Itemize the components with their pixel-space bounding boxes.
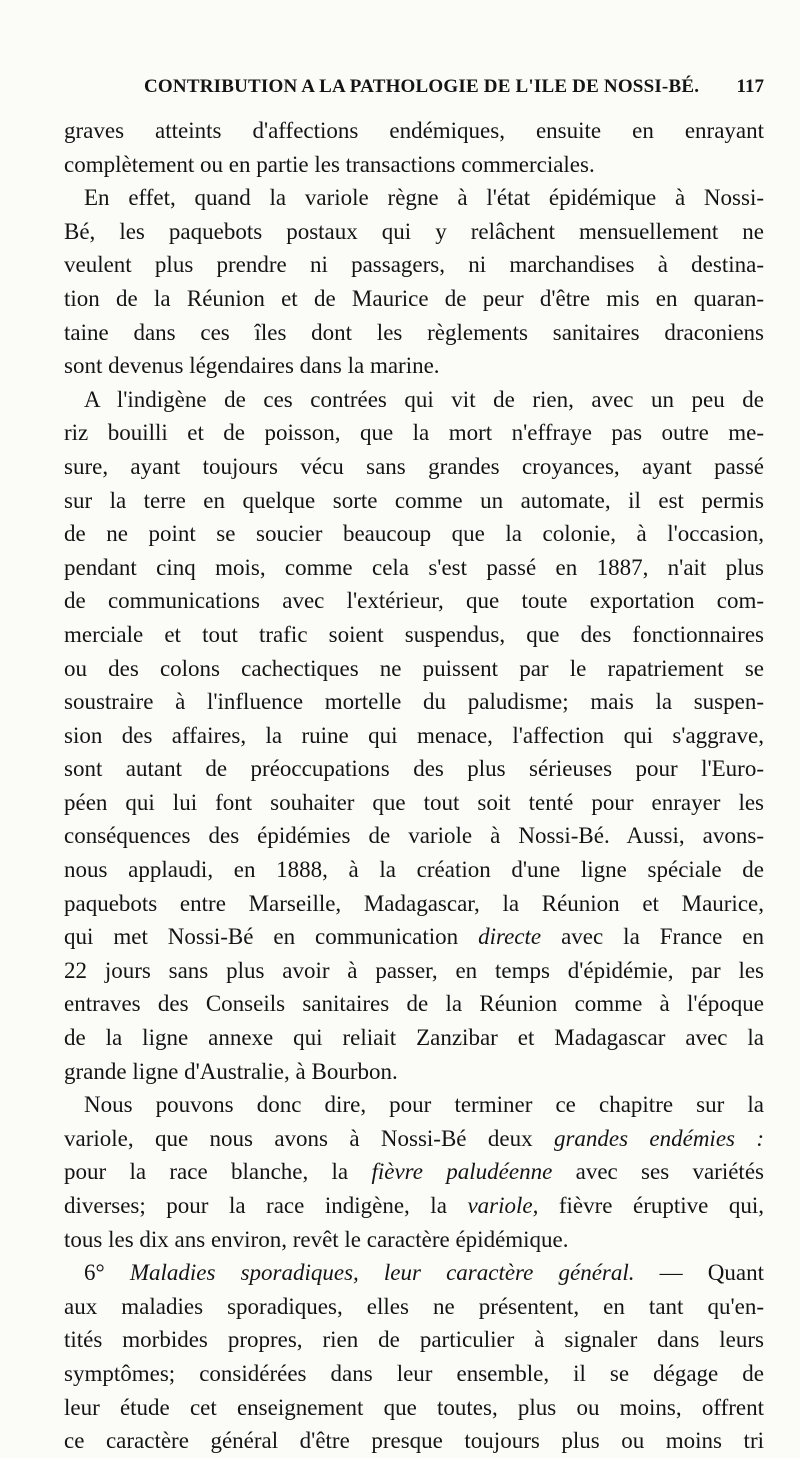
- text-line: complètement ou en partie les transactions commerciales.: [64, 151, 595, 177]
- italic-run: grandes endémies :: [553, 1125, 764, 1151]
- text-line: graves atteints d'affections endémiques, ensuite en enrayant: [64, 118, 764, 143]
- italic-run: Maladies sporadiques, leur caractère général.: [129, 1260, 635, 1286]
- text-line: aux maladies sporadiques, elles ne présentent, en tant qu'en-: [64, 1293, 764, 1319]
- text-line: entraves des Conseils sanitaires de la Réunion comme à l'époque: [64, 991, 764, 1017]
- text-line: [64, 1189, 764, 1223]
- text-line: pendant cinq mois, comme cela s'est passé en 1887, n'ait plus: [64, 554, 764, 580]
- text-run: fièvre éruptive qui,: [558, 1193, 764, 1218]
- running-title: CONTRIBUTION A LA PATHOLOGIE DE L'ILE DE NOSSI-BÉ.: [144, 76, 700, 97]
- text-run: variole, que nous avons à Nossi-Bé deux: [64, 1125, 533, 1151]
- text-line: tion de la Réunion et de Maurice de peur d'être mis en quaran-: [64, 285, 764, 311]
- text-line: sur la terre en quelque sorte comme un automate, il est permis: [64, 487, 764, 513]
- text-line: symptômes; considérées dans leur ensemble, il se dégage de: [64, 1360, 764, 1386]
- text-line: [64, 1256, 764, 1290]
- text-line: sure, ayant toujours vécu sans grandes croyances, ayant passé: [64, 453, 764, 479]
- text-run: avec ses variétés: [575, 1159, 764, 1185]
- page-number: 117: [736, 76, 764, 97]
- text-run: avec la France en: [561, 924, 764, 950]
- running-header: [64, 76, 764, 102]
- body-text: [64, 114, 764, 1458]
- text-line: A l'indigène de ces contrées qui vit de rien, avec un peu de: [84, 386, 764, 412]
- text-line: ou des colons cachectiques ne puissent par le rapatriement se: [64, 655, 764, 681]
- text-line: paquebots entre Marseille, Madagascar, la Réunion et Maurice,: [64, 890, 764, 916]
- text-line: merciale et tout trafic soient suspendus, que des fonctionnaires: [64, 621, 764, 647]
- text-line: taine dans ces îles dont les règlements sanitaires draconiens: [64, 319, 764, 345]
- text-line: veulent plus prendre ni passagers, ni marchandises à destina-: [64, 252, 764, 278]
- text-line: de ne point se soucier beaucoup que la colonie, à l'occasion,: [64, 521, 764, 547]
- text-line: de communications avec l'extérieur, que toute exportation com-: [64, 588, 764, 614]
- text-line: tités morbides propres, rien de particulier à signaler dans leurs: [64, 1327, 764, 1353]
- text-line: leur étude cet enseignement que toutes, plus ou moins, offrent: [64, 1394, 764, 1420]
- text-line: péen qui lui font souhaiter que tout soit tenté pour enrayer les: [64, 789, 764, 815]
- text-run: pour la race blanche, la: [64, 1159, 349, 1185]
- text-run: — Quant: [659, 1260, 764, 1286]
- text-line: conséquences des épidémies de variole à Nossi-Bé. Aussi, avons-: [64, 823, 764, 849]
- text-line: [64, 1122, 764, 1156]
- text-line: sion des affaires, la ruine qui menace, l'affection qui s'aggrave,: [64, 722, 764, 748]
- italic-run: variole,: [467, 1193, 539, 1218]
- text-line: 22 jours sans plus avoir à passer, en temps d'épidémie, par les: [64, 957, 764, 983]
- text-line: [64, 920, 764, 954]
- text-line: grande ligne d'Australie, à Bourbon.: [64, 1058, 398, 1084]
- text-line: de la ligne annexe qui reliait Zanzibar et Madagascar avec la: [64, 1025, 764, 1051]
- text-run: 6°: [84, 1260, 105, 1286]
- text-line: nous applaudi, en 1888, à la création d'une ligne spéciale de: [64, 857, 764, 883]
- text-line: sont devenus légendaires dans la marine.: [64, 353, 440, 379]
- text-line: ce caractère général d'être presque toujours plus ou moins tri: [64, 1428, 764, 1454]
- text-line: riz bouilli et de poisson, que la mort n'effraye pas outre me-: [64, 420, 764, 446]
- text-line: [64, 1155, 764, 1189]
- italic-run: fièvre paludéenne: [371, 1159, 553, 1185]
- text-line: Nous pouvons donc dire, pour terminer ce chapitre sur la: [84, 1092, 764, 1118]
- italic-run: directe: [478, 924, 542, 950]
- text-line: tous les dix ans environ, revêt le caractère épidémique.: [64, 1226, 569, 1252]
- text-run: diverses; pour la race indigène, la: [64, 1193, 447, 1218]
- text-run: qui met Nossi-Bé en communication: [64, 924, 459, 950]
- text-line: sont autant de préoccupations des plus sérieuses pour l'Euro-: [64, 756, 764, 782]
- text-line: Bé, les paquebots postaux qui y relâchent mensuellement ne: [64, 218, 764, 244]
- text-line: soustraire à l'influence mortelle du paludisme; mais la suspen-: [64, 689, 764, 715]
- text-line: En effet, quand la variole règne à l'état épidémique à Nossi-: [84, 185, 764, 211]
